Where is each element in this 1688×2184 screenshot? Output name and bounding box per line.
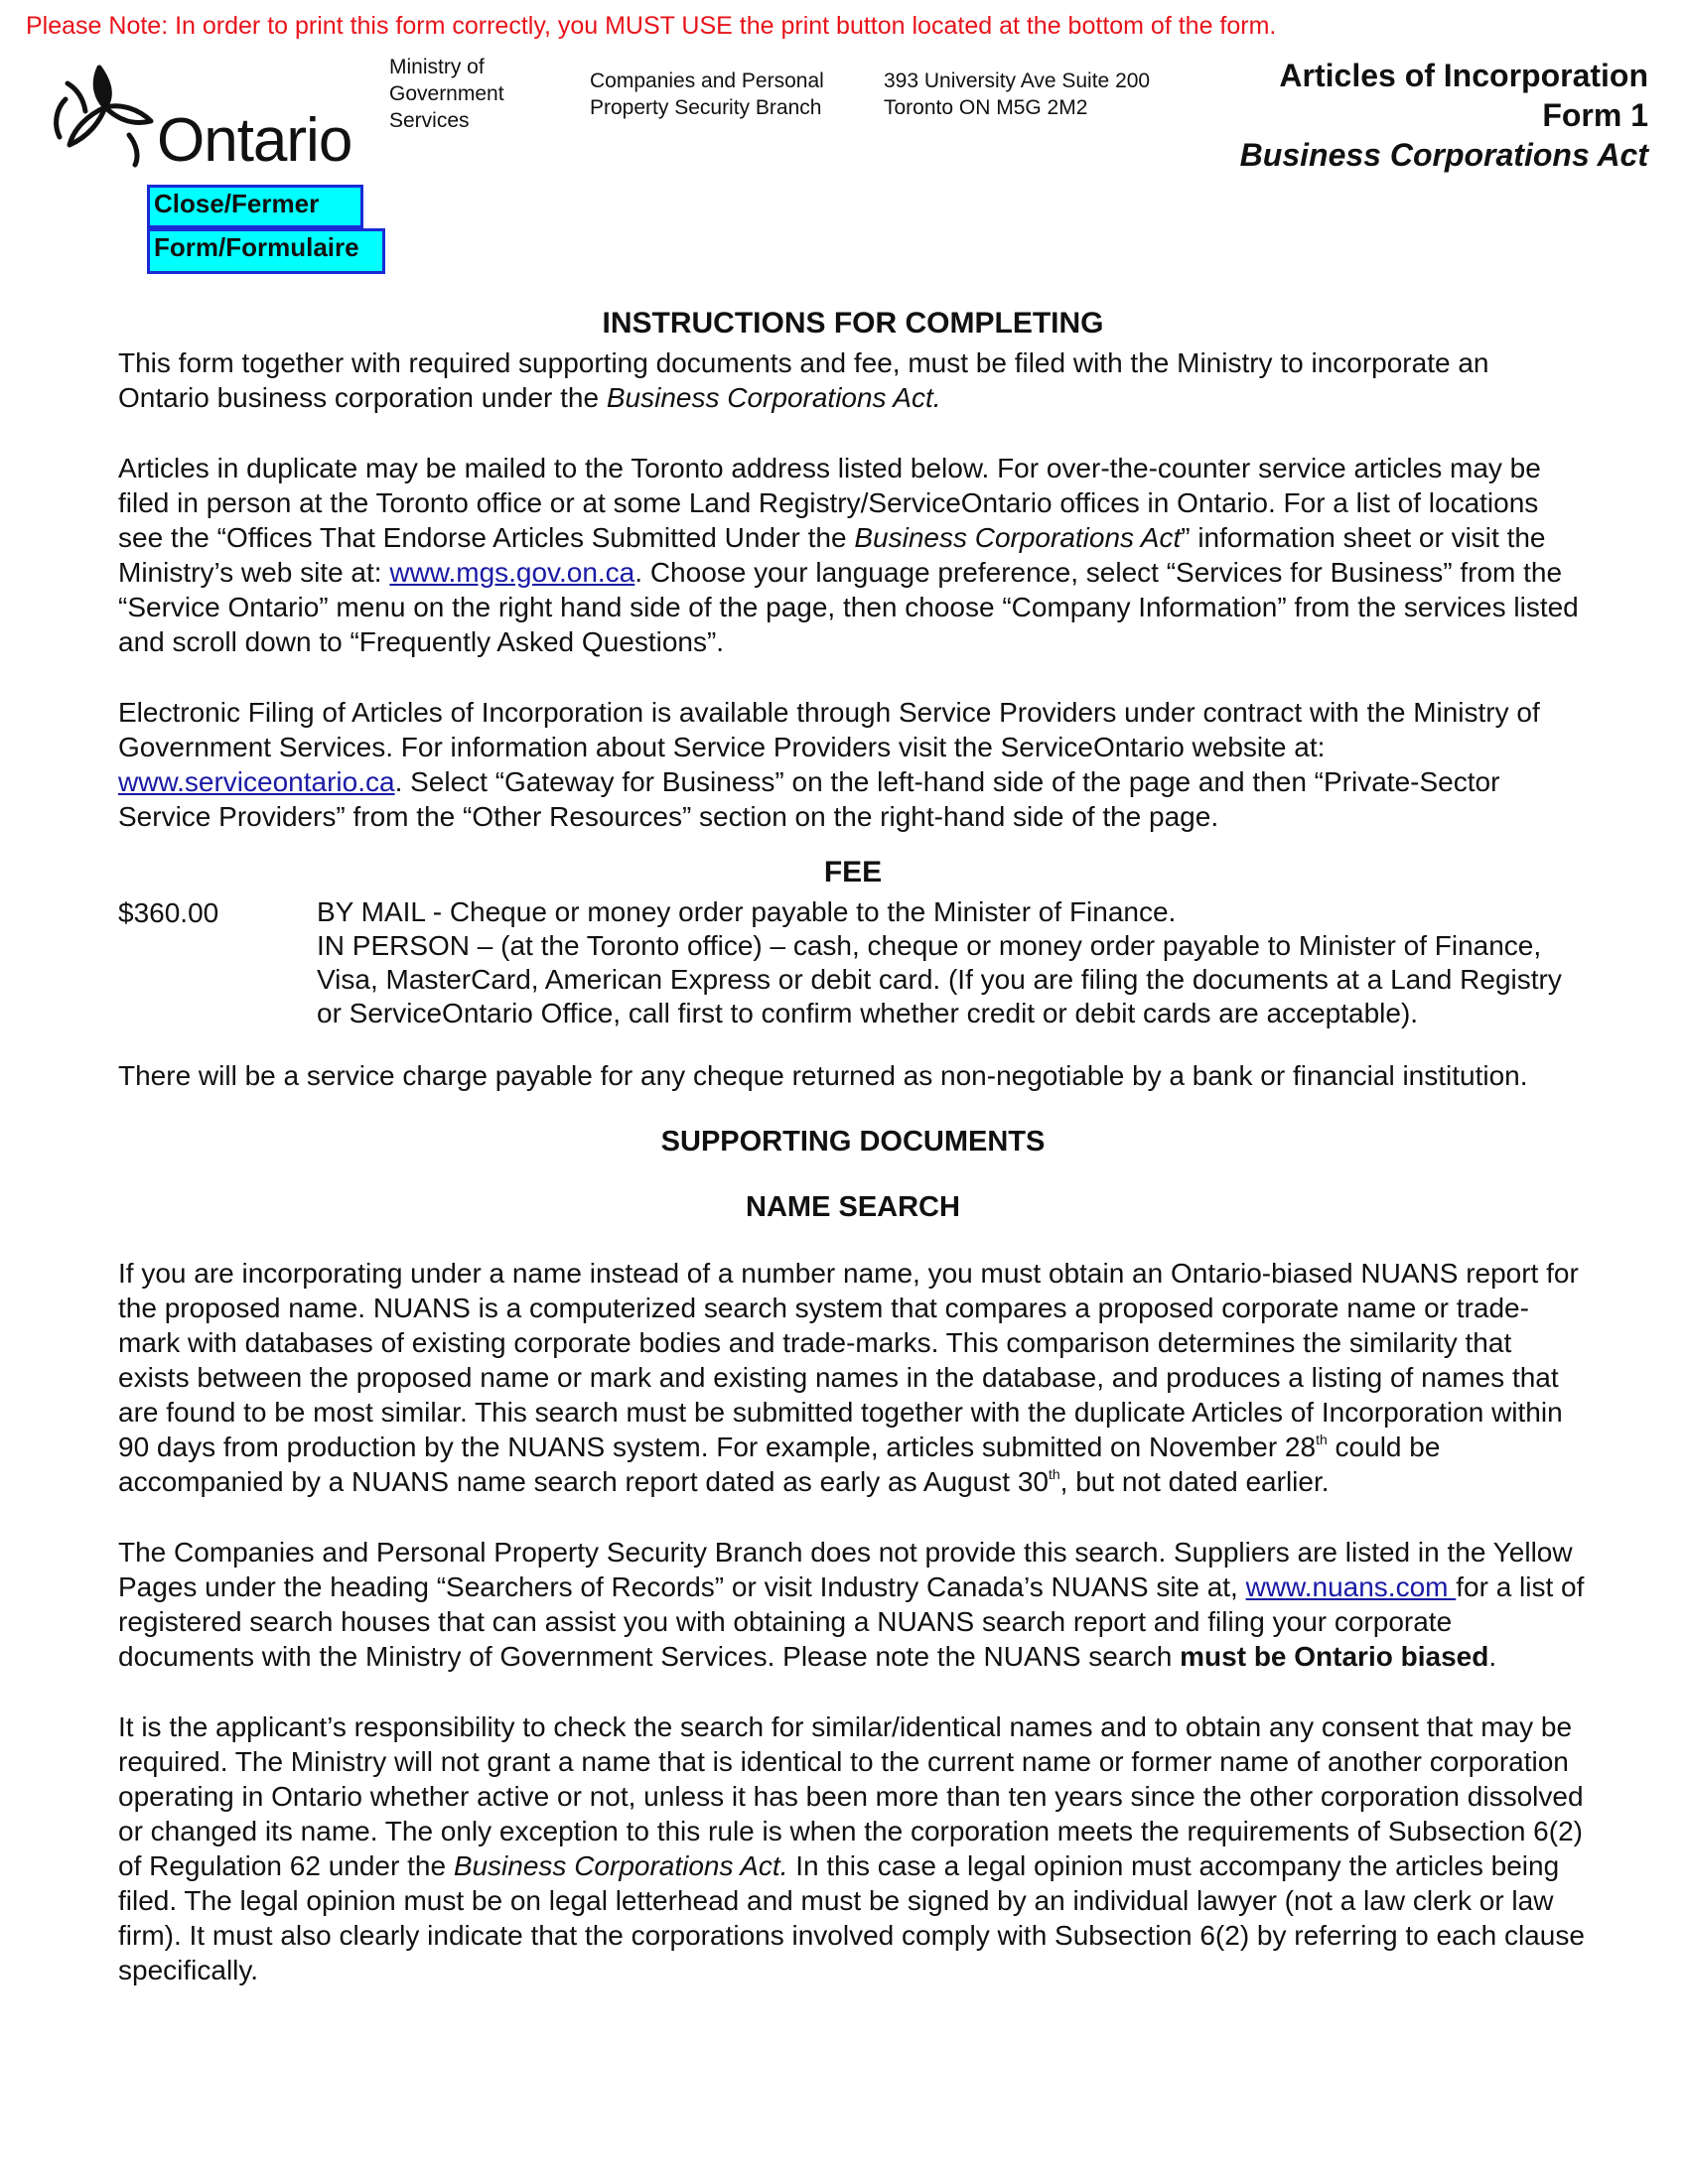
name-search-text: , but not dated earlier. — [1059, 1466, 1330, 1497]
mgs-website-link[interactable]: www.mgs.gov.on.ca — [389, 557, 635, 588]
name-search-paragraph — [118, 1256, 1588, 1499]
responsibility-text: It is the applicant’s responsibility to check the search for similar/identical names and to obtain any consent that may be required. The Ministry will not grant a name that is identical to the current name or former name of another corporation operating in Ontario whether active or not, unless it has been more than ten years since the other corporation dissolved or changed its name. The only exception to this rule is when the corporation meets the requirements of Subsection 6(2) of Regulation 62 under the — [118, 1711, 1584, 1881]
ontario-wordmark: Ontario — [157, 106, 352, 175]
efiling-text: . Select “Gateway for Business” on the left-hand side of the page and then “Private-Sector Service Providers” from the “Other Resources” section on the right-hand side of the page. — [118, 766, 1500, 832]
address-line: Toronto ON M5G 2M2 — [884, 96, 1088, 119]
fee-row — [118, 895, 1588, 1030]
ministry-line: Government — [389, 82, 504, 105]
fee-amount: $360.00 — [118, 897, 219, 928]
intro-paragraph — [118, 345, 1588, 415]
branch-address — [884, 68, 1201, 121]
act-name: Business Corporations Act — [1239, 137, 1648, 173]
intro-text: This form together with required supporting documents and fee, must be filed with the Ministry to incorporate an Ontario business corporation under the — [118, 347, 1489, 413]
fee-details — [317, 895, 1588, 1030]
print-notice: Please Note: In order to print this form correctly, you MUST USE the print button located at the bottom of the form. — [26, 12, 1277, 40]
suppliers-text: . — [1488, 1641, 1497, 1672]
mailing-text: Articles in duplicate may be mailed to the Toronto address listed below. For over-the-counter service articles may be filed in person at the Toronto office or at some Land Registry/ServiceOntario offices in Ontario. For a list of locations see the “Offices That Endorse Articles Submitted Under the — [118, 453, 1541, 553]
mailing-text: ” information sheet or visit the Ministry’s web site at: — [118, 522, 1546, 588]
responsibility-paragraph — [118, 1709, 1588, 1987]
suppliers-text: The Companies and Personal Property Security Branch does not provide this search. Suppliers are listed in the Yellow Pages under the heading “Searchers of Records” or visit Industry Canada’s NUANS site at, — [118, 1537, 1573, 1602]
name-search-text: could be accompanied by a NUANS name search report dated as early as August 30 — [118, 1432, 1441, 1497]
name-search-heading: NAME SEARCH — [746, 1191, 960, 1223]
act-reference: Business Corporations Act — [854, 522, 1182, 553]
mailing-text: . Choose your language preference, select “Services for Business” from the “Service Ontario” menu on the right hand side of the page, then choose “Company Information” from the services listed and scroll down to “Frequently Asked Questions”. — [118, 557, 1579, 657]
address-line: 393 University Ave Suite 200 — [884, 69, 1151, 92]
ministry-line: Ministry of — [389, 56, 485, 78]
act-reference: Business Corporations Act. — [606, 382, 941, 413]
form-title-block — [1240, 56, 1648, 175]
form-title: Articles of Incorporation — [1279, 58, 1648, 93]
responsibility-text: In this case a legal opinion must accompany the articles being filed. The legal opinion must be on legal letterhead and must be signed by an individual lawyer (not a law clerk or law firm). It must also clearly indicate that the corporations involved comply with Subsection 6(2) by referring to each clause specifically. — [118, 1850, 1585, 1985]
fee-in-person: IN PERSON – (at the Toronto office) – cash, cheque or money order payable to Minister of Finance, Visa, MasterCard, American Express or debit card. (If you are filing the documents at a Land Registry or ServiceOntario Office, call first to confirm whether credit or debit cards are acceptable). — [317, 930, 1562, 1028]
ontario-biased-emphasis: must be Ontario biased — [1180, 1641, 1489, 1672]
ministry-name — [389, 54, 548, 134]
instructions-content — [118, 304, 1588, 1987]
ontario-logo — [48, 60, 375, 179]
suppliers-text: for a list of registered search houses that can assist you with obtaining a NUANS search report and filing your corporate documents with the Ministry of Government Services. Please note the NUANS search — [118, 1571, 1585, 1672]
branch-line: Companies and Personal — [590, 69, 824, 92]
supporting-documents-heading: SUPPORTING DOCUMENTS — [660, 1126, 1046, 1158]
form-number: Form 1 — [1542, 97, 1648, 133]
efiling-text: Electronic Filing of Articles of Incorporation is available through Service Providers under contract with the Ministry of Government Services. For information about Service Providers visit the ServiceOntario website at: — [118, 697, 1540, 762]
fee-heading: FEE — [823, 856, 883, 888]
suppliers-paragraph — [118, 1535, 1588, 1674]
fee-by-mail: BY MAIL - Cheque or money order payable to the Minister of Finance. — [317, 896, 1177, 927]
ordinal-suffix: th — [1048, 1466, 1060, 1482]
trillium-icon — [48, 60, 157, 169]
serviceontario-link[interactable]: www.serviceontario.ca — [118, 766, 395, 797]
service-charge-paragraph: There will be a service charge payable for any cheque returned as non-negotiable by a bank or financial institution. — [118, 1060, 1528, 1091]
efiling-paragraph — [118, 695, 1588, 834]
branch-line: Property Security Branch — [590, 96, 822, 119]
form-button[interactable]: Form/Formulaire — [147, 228, 385, 274]
instructions-heading: INSTRUCTIONS FOR COMPLETING — [602, 307, 1104, 340]
name-search-text: If you are incorporating under a name instead of a number name, you must obtain an Ontario-biased NUANS report for the proposed name. NUANS is a computerized search system that compares a proposed corporate name or trade-mark with databases of existing corporate bodies and trade-marks. This comparison determines the similarity that exists between the proposed name or mark and existing names in the database, and produces a listing of names that are found to be most similar. This search must be submitted together with the duplicate Articles of Incorporation within 90 days from production by the NUANS system. For example, articles submitted on November 28 — [118, 1258, 1579, 1462]
close-button[interactable]: Close/Fermer — [147, 185, 363, 228]
nuans-link[interactable]: www.nuans.com — [1245, 1571, 1457, 1602]
act-reference: Business Corporations Act. — [453, 1850, 788, 1881]
ministry-line: Services — [389, 109, 470, 132]
mailing-paragraph — [118, 451, 1588, 659]
ordinal-suffix: th — [1316, 1432, 1328, 1447]
branch-name — [590, 68, 868, 121]
